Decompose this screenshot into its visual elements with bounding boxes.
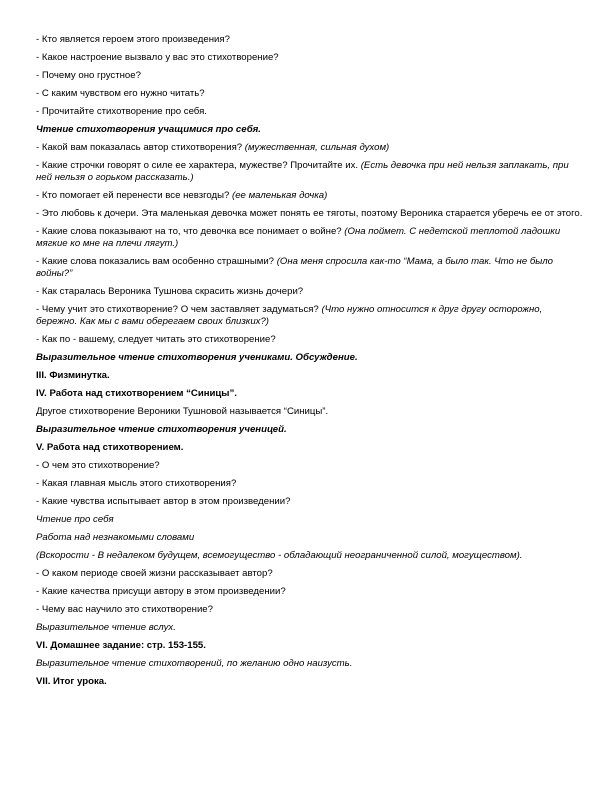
activity-heading: Выразительное чтение стихотворения ученицей. xyxy=(36,424,287,435)
question-line: - Какая главная мысль этого стихотворения? xyxy=(36,478,237,489)
question-line: - Какие чувства испытывает автор в этом произведении? xyxy=(36,496,291,507)
question-line: - Кто является героем этого произведения? xyxy=(36,34,230,45)
section-heading: VII. Итог урока. xyxy=(36,676,107,687)
question-line: - Какое настроение вызвало у вас это стихотворение? xyxy=(36,52,279,63)
activity-note: Работа над незнакомыми словами xyxy=(36,532,195,543)
answer-text: (Что нужно относится к друг другу осторожно, бережно. Как мы с вами оберегаем своих близких?) xyxy=(36,304,543,327)
instruction-line: - Прочитайте стихотворение про себя. xyxy=(36,106,207,117)
question-line: - Почему оно грустное? xyxy=(36,70,141,81)
question-line: - О каком периоде своей жизни рассказывает автор? xyxy=(36,568,273,579)
activity-note: Выразительное чтение вслух. xyxy=(36,622,176,633)
answer-text: (Она меня спросила как-то “Мама, а было так. Что не было войны?” xyxy=(36,256,554,279)
document-page xyxy=(36,34,584,694)
answer-text: (ее маленькая дочка) xyxy=(232,190,328,201)
activity-note: Чтение про себя xyxy=(36,514,114,525)
answer-text: (мужественная, сильная духом) xyxy=(244,142,390,153)
activity-heading: Выразительное чтение стихотворения учениками. Обсуждение. xyxy=(36,352,358,363)
activity-heading: Чтение стихотворения учащимися про себя. xyxy=(36,124,261,135)
question-with-answer: - Какие слова показались вам особенно страшными? (Она меня спросила как-то “Мама, а было так. Что не было войны?” xyxy=(36,256,554,279)
section-heading: IV. Работа над стихотворением “Синицы”. xyxy=(36,388,237,399)
section-heading: V. Работа над стихотворением. xyxy=(36,442,184,453)
question-with-answer: - Какой вам показалась автор стихотворения? (мужественная, сильная духом) xyxy=(36,142,390,153)
activity-note: Выразительное чтение стихотворений, по желанию одно наизусть. xyxy=(36,658,353,669)
question-with-answer: - Какие слова показывают на то, что девочка все понимает о войне? (Она поймет. С недетской теплотой ладошки мягкие ко мне на плечи лягут.) xyxy=(36,226,561,249)
answer-text: (Она поймет. С недетской теплотой ладошки мягкие ко мне на плечи лягут.) xyxy=(36,226,561,249)
question-line: - Как по - вашему, следует читать это стихотворение? xyxy=(36,334,276,345)
question-with-answer: - Чему учит это стихотворение? О чем заставляет задуматься? (Что нужно относится к друг другу осторожно, бережно. Как мы с вами оберегаем своих близких?) xyxy=(36,304,543,327)
question-with-answer: - Какие строчки говорят о силе ее характера, мужестве? Прочитайте их. (Есть девочка при ней нельзя заплакать, при ней нельзя о горьком рассказать.) xyxy=(36,160,569,183)
section-heading: III. Физминутка. xyxy=(36,370,110,381)
question-line: - О чем это стихотворение? xyxy=(36,460,160,471)
section-heading: VI. Домашнее задание: стр. 153-155. xyxy=(36,640,206,651)
statement-line: - Это любовь к дочери. Эта маленькая девочка может понять ее тяготы, поэтому Вероника старается уберечь ее от этого. xyxy=(36,208,583,219)
answer-text: (Есть девочка при ней нельзя заплакать, при ней нельзя о горьком рассказать.) xyxy=(36,160,569,183)
question-line: - Чему вас научило это стихотворение? xyxy=(36,604,213,615)
question-with-answer: - Кто помогает ей перенести все невзгоды? (ее маленькая дочка) xyxy=(36,190,328,201)
vocabulary-note: (Вскорости - В недалеком будущем, всемогущество - обладающий неограниченной силой, могуществом). xyxy=(36,550,523,561)
question-line: - С каким чувством его нужно читать? xyxy=(36,88,205,99)
statement-line: Другое стихотворение Вероники Тушновой называется “Синицы”. xyxy=(36,406,329,417)
question-line: - Какие качества присущи автору в этом произведении? xyxy=(36,586,286,597)
question-line: - Как старалась Вероника Тушнова скрасить жизнь дочери? xyxy=(36,286,304,297)
